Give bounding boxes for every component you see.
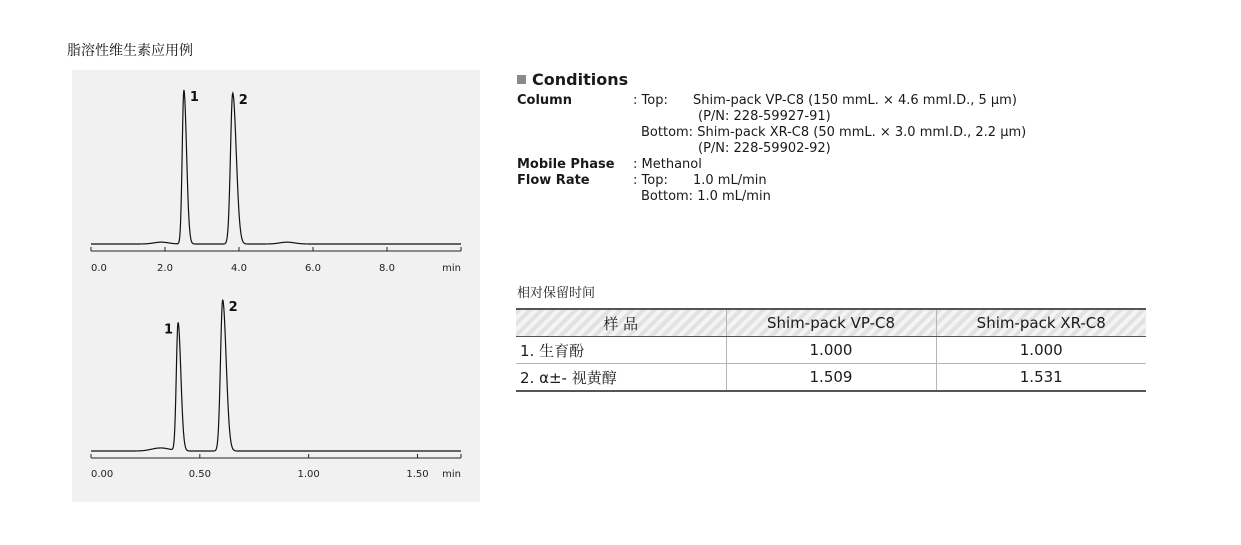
- cell-xr-c8: 1.000: [936, 337, 1146, 364]
- cell-sample: 2. α±- 视黄醇: [516, 364, 726, 392]
- x-tick-label: 4.0: [231, 263, 247, 274]
- mobile-phase-value: : Methanol: [633, 157, 702, 172]
- chromatogram-svg: [72, 70, 480, 502]
- column-row: [517, 93, 1137, 157]
- peak-label: 1: [189, 90, 199, 105]
- header-vp-c8: Shim-pack VP-C8: [726, 309, 936, 337]
- cell-sample: 1. 生育酚: [516, 337, 726, 364]
- conditions-heading-text: Conditions: [532, 70, 629, 89]
- column-top-pn: (P/N: 228-59927-91): [698, 109, 831, 124]
- flow-rate-values: [633, 173, 1137, 205]
- square-bullet-icon: [517, 75, 526, 84]
- conditions-block: [517, 70, 1137, 205]
- table-row: [516, 364, 1146, 392]
- column-bottom-pos: Bottom:: [641, 125, 694, 140]
- chromatogram-trace: [91, 90, 461, 244]
- peak-label: 2: [238, 93, 248, 109]
- x-tick-label: min: [442, 263, 461, 274]
- flow-top-line: [633, 173, 1137, 189]
- x-tick-label: 0.50: [188, 469, 211, 480]
- x-tick-label: 2.0: [157, 263, 173, 274]
- column-bottom-value: Shim-pack XR-C8 (50 mmL. × 3.0 mmI.D., 2.2 μm): [697, 125, 1027, 140]
- mobile-phase-row: [517, 157, 1137, 173]
- column-bottom-line: [633, 125, 1137, 141]
- relative-retention-table: [516, 308, 1146, 392]
- flow-bottom-line: Bottom: 1.0 mL/min: [641, 189, 771, 204]
- x-tick-label: 1.50: [406, 469, 429, 480]
- column-top-line: [633, 93, 1137, 109]
- page-title: 脂溶性维生素应用例: [67, 43, 193, 59]
- header-xr-c8: Shim-pack XR-C8: [936, 309, 1146, 337]
- column-bottom-pn: (P/N: 228-59902-92): [698, 141, 831, 156]
- flow-rate-row: [517, 173, 1137, 205]
- peak-label: 1: [164, 322, 174, 338]
- flow-top-value: 1.0 mL/min: [693, 173, 767, 188]
- column-top-pos: : Top:: [633, 93, 668, 108]
- column-label: Column: [517, 93, 572, 108]
- flow-top-pos: : Top:: [633, 173, 668, 188]
- header-sample: 样 品: [516, 309, 726, 337]
- conditions-heading: [517, 70, 1137, 89]
- x-tick-label: 8.0: [379, 263, 395, 274]
- table-header-row: [516, 309, 1146, 337]
- cell-vp-c8: 1.509: [726, 364, 936, 392]
- chromatogram-panel: [72, 70, 480, 502]
- x-tick-label: min: [442, 469, 461, 480]
- x-tick-label: 6.0: [305, 263, 321, 274]
- x-tick-label: 0.0: [91, 263, 107, 274]
- peak-label: 2: [228, 300, 238, 315]
- column-top-value: Shim-pack VP-C8 (150 mmL. × 4.6 mmI.D., 5 μm): [693, 93, 1017, 108]
- x-tick-label: 1.00: [297, 469, 320, 480]
- cell-xr-c8: 1.531: [936, 364, 1146, 392]
- column-values: [633, 93, 1137, 157]
- rrt-caption: 相对保留时间: [517, 286, 596, 301]
- table-row: [516, 337, 1146, 364]
- flow-rate-label: Flow Rate: [517, 173, 590, 188]
- x-tick-label: 0.00: [91, 469, 114, 480]
- mobile-phase-label: Mobile Phase: [517, 157, 615, 172]
- chromatogram-trace: [91, 300, 461, 451]
- cell-vp-c8: 1.000: [726, 337, 936, 364]
